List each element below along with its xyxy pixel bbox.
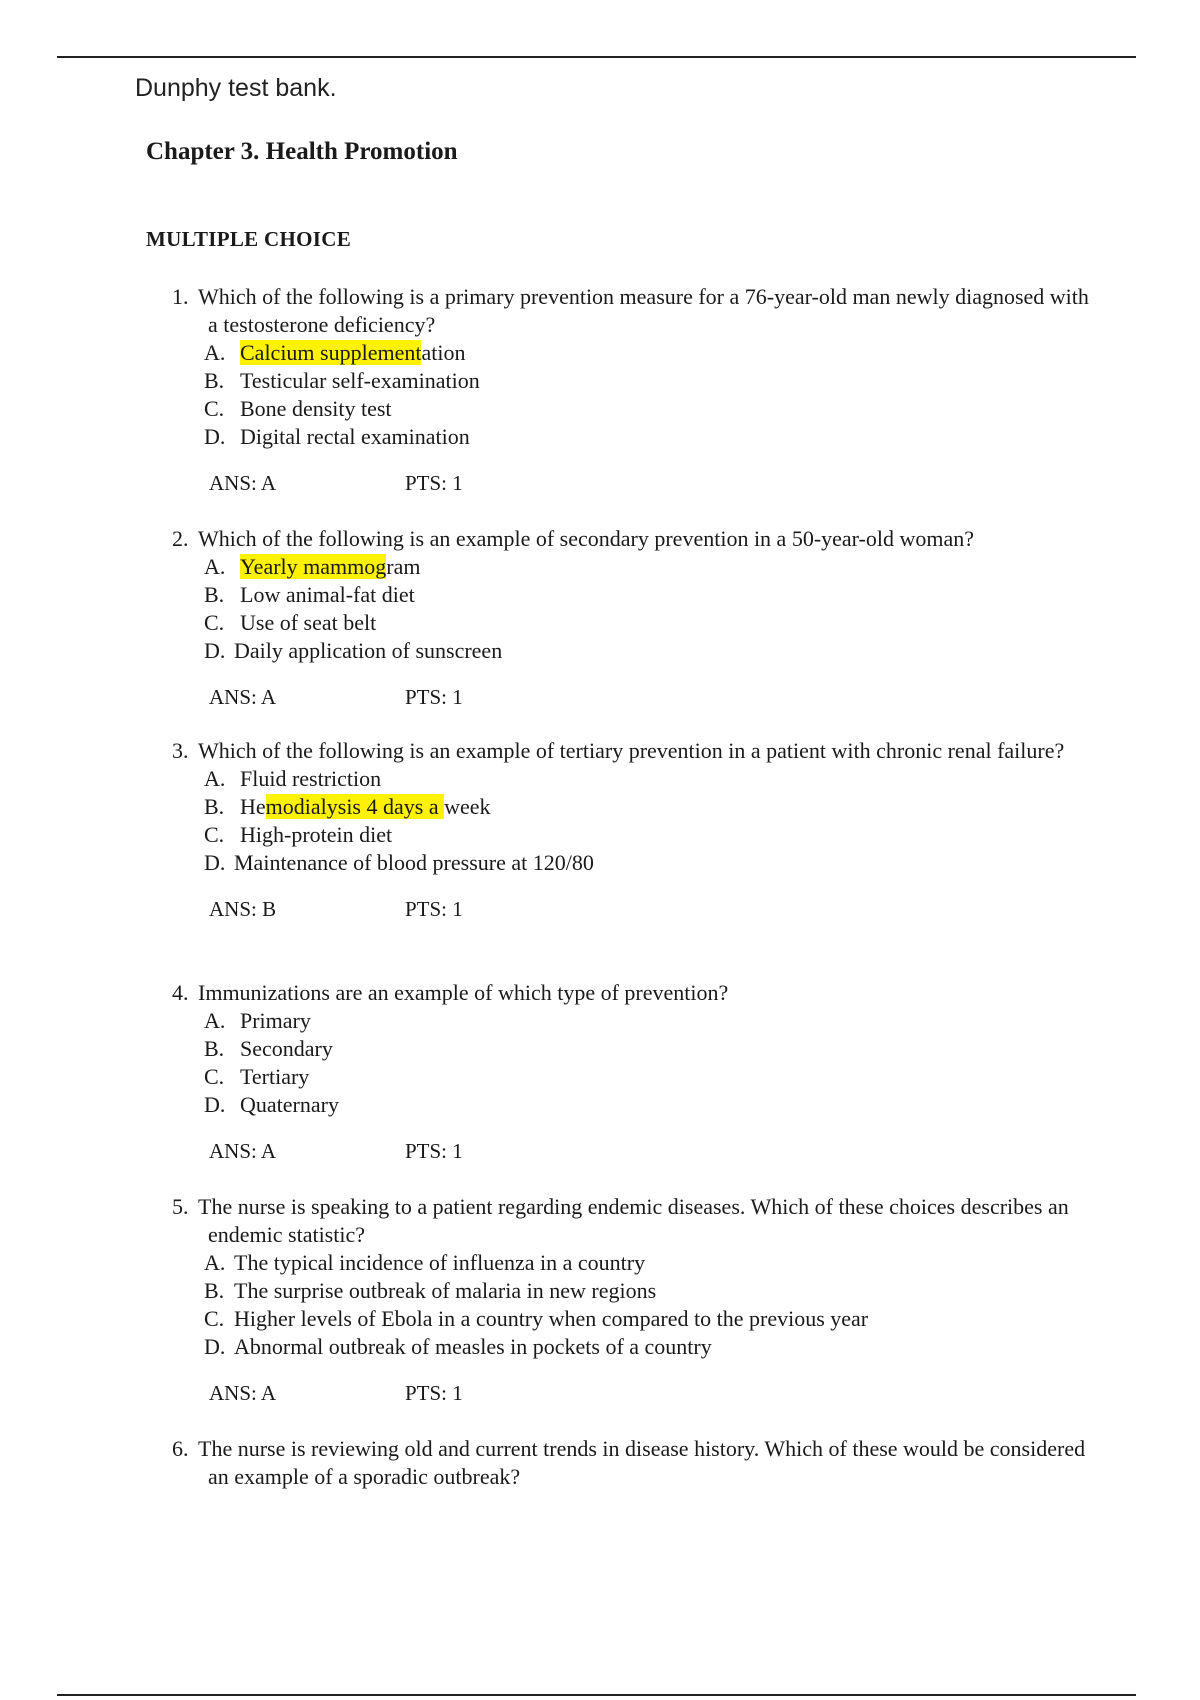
option-c (204, 1305, 1092, 1333)
option-a (204, 1007, 1092, 1035)
answer-row (172, 1379, 1092, 1407)
points: PTS: 1 (405, 471, 463, 495)
question-number: 3. (172, 738, 189, 763)
question-5 (172, 1193, 1092, 1407)
option-letter: D. (204, 424, 226, 449)
question-text: The nurse is reviewing old and current trends in disease history. Which of these would be considered an example of a sporadic outbreak? (198, 1436, 1086, 1489)
option-d (204, 423, 1092, 451)
option-d (204, 1333, 1092, 1361)
highlighted-text: Yearly mammog (240, 554, 387, 579)
option-letter: C. (204, 610, 225, 635)
option-letter: A. (204, 554, 226, 579)
question-stem (172, 1193, 1092, 1249)
question-number: 2. (172, 526, 189, 551)
option-text: Primary (240, 1008, 311, 1033)
question-stem (172, 525, 1092, 553)
option-letter: A. (204, 1250, 226, 1275)
option-text: ation (421, 340, 466, 365)
option-letter: D. (204, 1334, 226, 1359)
answer-row (172, 895, 1092, 923)
header-note: Dunphy test bank. (135, 74, 337, 102)
answer-options (172, 765, 1092, 877)
option-letter: A. (204, 1008, 226, 1033)
question-text: Which of the following is a primary prevention measure for a 76-year-old man newly diagnosed with a testosterone deficiency? (198, 284, 1089, 337)
answer-options (172, 1007, 1092, 1119)
option-c (204, 821, 1092, 849)
points: PTS: 1 (405, 897, 463, 921)
highlighted-text: modialysis 4 days a (265, 794, 445, 819)
option-text: Digital rectal examination (240, 424, 470, 449)
option-letter: B. (204, 794, 225, 819)
answer-row (172, 469, 1092, 497)
answer-row (172, 683, 1092, 711)
option-text: Bone density test (240, 396, 392, 421)
answer-options (172, 339, 1092, 451)
question-4 (172, 979, 1092, 1165)
option-text: Use of seat belt (240, 610, 377, 635)
answer-options (172, 1249, 1092, 1361)
option-letter: C. (204, 1306, 225, 1331)
option-text: Abnormal outbreak of measles in pockets of a country (234, 1334, 712, 1359)
bottom-rule (57, 1694, 1136, 1696)
question-number: 4. (172, 980, 189, 1005)
question-text: The nurse is speaking to a patient regarding endemic diseases. Which of these choices describes an endemic statistic? (198, 1194, 1069, 1247)
option-b (204, 1035, 1092, 1063)
option-letter: B. (204, 1278, 225, 1303)
answer-row (172, 1137, 1092, 1165)
option-letter: A. (204, 340, 226, 365)
question-stem (172, 283, 1092, 339)
question-number: 5. (172, 1194, 189, 1219)
option-letter: C. (204, 396, 225, 421)
option-a (204, 765, 1092, 793)
question-text: Which of the following is an example of secondary prevention in a 50-year-old woman? (198, 526, 975, 551)
question-text: Which of the following is an example of tertiary prevention in a patient with chronic renal failure? (198, 738, 1065, 763)
option-b (204, 367, 1092, 395)
option-text: Low animal-fat diet (240, 582, 415, 607)
answer-key: ANS: B (209, 897, 277, 921)
question-stem (172, 1435, 1092, 1491)
option-letter: C. (204, 822, 225, 847)
option-text: The typical incidence of influenza in a country (234, 1250, 646, 1275)
answer-options (172, 553, 1092, 665)
option-d (204, 1091, 1092, 1119)
question-2 (172, 525, 1092, 711)
option-letter: B. (204, 1036, 225, 1061)
option-text: Maintenance of blood pressure at 120/80 (234, 850, 594, 875)
option-text: The surprise outbreak of malaria in new regions (234, 1278, 657, 1303)
answer-key: ANS: A (209, 1381, 277, 1405)
highlighted-text: Calcium supplement (240, 340, 422, 365)
option-text: Daily application of sunscreen (234, 638, 503, 663)
option-text: Fluid restriction (240, 766, 382, 791)
answer-key: ANS: A (209, 471, 277, 495)
option-text: week (444, 794, 491, 819)
option-c (204, 609, 1092, 637)
answer-key: ANS: A (209, 685, 277, 709)
question-stem (172, 737, 1092, 765)
option-text: Testicular self-examination (240, 368, 480, 393)
section-title: MULTIPLE CHOICE (146, 227, 352, 251)
option-letter: D. (204, 1092, 226, 1117)
option-c (204, 395, 1092, 423)
top-rule (57, 56, 1136, 58)
question-stem (172, 979, 1092, 1007)
chapter-title: Chapter 3. Health Promotion (146, 138, 458, 165)
option-a (204, 339, 1092, 367)
points: PTS: 1 (405, 685, 463, 709)
points: PTS: 1 (405, 1381, 463, 1405)
option-text: Tertiary (240, 1064, 310, 1089)
option-letter: C. (204, 1064, 225, 1089)
option-letter: B. (204, 368, 225, 393)
option-letter: A. (204, 766, 226, 791)
option-text: ram (386, 554, 421, 579)
option-b (204, 581, 1092, 609)
option-text: Secondary (240, 1036, 333, 1061)
option-a (204, 553, 1092, 581)
option-text-prefix: He (240, 794, 266, 819)
option-letter: D. (204, 638, 226, 663)
option-d (204, 637, 1092, 665)
option-letter: B. (204, 582, 225, 607)
question-1 (172, 283, 1092, 497)
option-b (204, 1277, 1092, 1305)
option-c (204, 1063, 1092, 1091)
option-text: Quaternary (240, 1092, 339, 1117)
answer-key: ANS: A (209, 1139, 277, 1163)
option-letter: D. (204, 850, 226, 875)
option-text: Higher levels of Ebola in a country when compared to the previous year (234, 1306, 869, 1331)
question-number: 1. (172, 284, 189, 309)
option-d (204, 849, 1092, 877)
points: PTS: 1 (405, 1139, 463, 1163)
question-number: 6. (172, 1436, 189, 1461)
option-b (204, 793, 1092, 821)
option-text: High-protein diet (240, 822, 393, 847)
question-3 (172, 737, 1092, 923)
question-text: Immunizations are an example of which type of prevention? (198, 980, 729, 1005)
option-a (204, 1249, 1092, 1277)
question-6 (172, 1435, 1092, 1491)
